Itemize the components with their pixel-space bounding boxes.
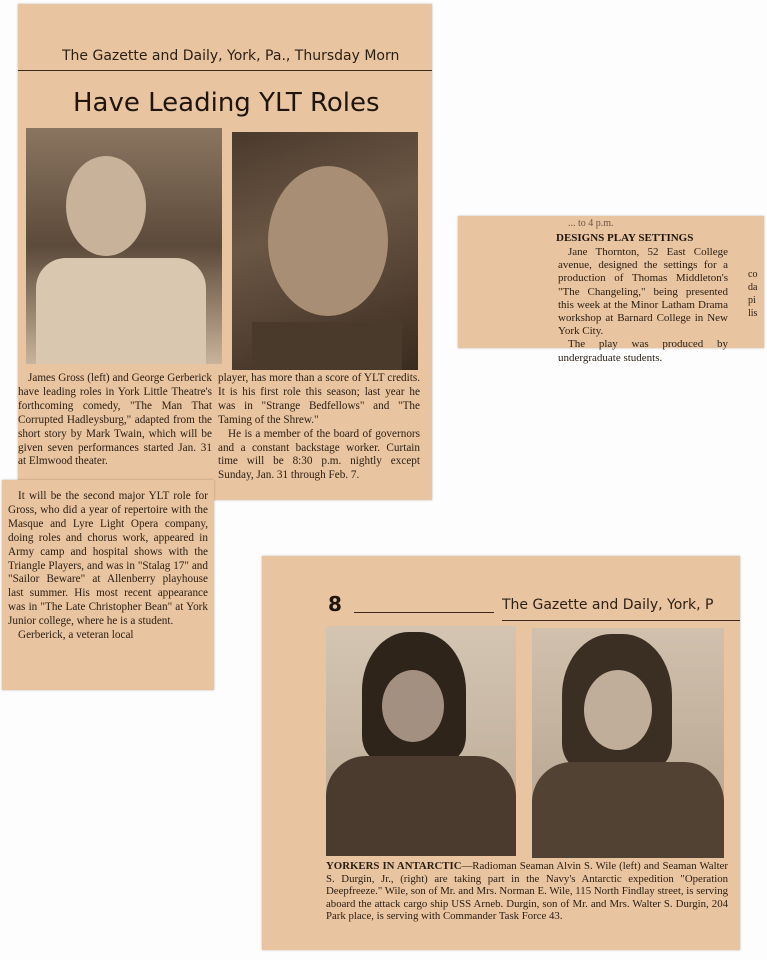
paragraph: James Gross (left) and George Gerberick have leading roles in York Little Theatre's forthcoming comedy, "The Man That Corrupted Hadleysburg," adapted from the short story by Mark Twain, which will be given seven performances started Jan. 31 at Elmwood theater.: [18, 372, 212, 468]
photo-alvin-wile: [326, 626, 516, 856]
caption-lead: YORKERS IN ANTARCTIC: [326, 860, 462, 872]
paragraph: The play was produced by undergraduate students.: [558, 338, 728, 364]
portrait-face: [268, 166, 388, 316]
parka-body: [326, 756, 516, 856]
clipping-ylt-continued: [2, 480, 214, 690]
edge-fragment: co da pi lis: [748, 269, 758, 319]
section-heading: DESIGNS PLAY SETTINGS: [556, 232, 694, 244]
portrait-face: [584, 670, 652, 750]
paragraph: It will be the second major YLT role for Gross, who did a year of repertoire with the Masque and Lyre Light Opera company, doing roles and chorus work, appeared in Army camp and hospital shows with the Triangle Players, and was in "Stalag 17" and "Sailor Beware" at Allenberry playhouse last summer. His most recent appearance was in "The Late Christopher Bean" at York Junior college, where he is a student.: [8, 490, 208, 628]
photo-walter-durgin: [532, 628, 724, 858]
photo-caption: [326, 860, 728, 923]
clipping-ylt-article: [18, 4, 432, 500]
masthead: The Gazette and Daily, York, Pa., Thursday Morn: [62, 48, 400, 64]
article-col1: [18, 372, 212, 469]
clipping-yorkers-antarctic: [262, 556, 740, 950]
masthead-rule: [354, 612, 494, 613]
paragraph: Jane Thornton, 52 East College avenue, designed the settings for a production of Thomas Middleton's "The Changeling," being presented this week at the Minor Latham Drama workshop at Barnard College in New York City.: [558, 246, 728, 338]
caption-text: —Radioman Seaman Alvin S. Wile (left) and Seaman Walter S. Durgin, Jr., (right) are taking part in the Navy's Antarctic expedition "Operation Deepfreeze." Wile, son of Mr. and Mrs. Norman E. Wile, 115 North Findlay street, is serving aboard the attack cargo ship USS Arneb. Durgin, son of Mr. and Mrs. Walter S. Durgin, 204 Park place, is serving with Commander Task Force 43.: [326, 860, 728, 923]
photo-george-gerberick: [232, 132, 418, 370]
photo-james-gross: [26, 128, 222, 364]
settings-text: [558, 246, 728, 365]
portrait-face: [382, 670, 444, 742]
paragraph: player, has more than a score of YLT credits. It is his first role this season; last year he was in "Strange Bedfellows" and "The Taming of the Shrew.": [218, 372, 420, 426]
paragraph: Gerberick, a veteran local: [18, 629, 134, 642]
portrait-shirt: [36, 258, 206, 364]
article-col1-continued: [8, 490, 208, 643]
article-col2: [218, 372, 420, 483]
masthead-underline: [502, 620, 740, 621]
portrait-face: [66, 156, 146, 256]
parka-body: [532, 762, 724, 858]
page-number: 8: [328, 592, 342, 616]
headline: Have Leading YLT Roles: [73, 88, 380, 118]
clipping-designs-play-settings: [458, 216, 764, 364]
masthead: The Gazette and Daily, York, P: [502, 597, 714, 613]
masthead-rule: [18, 70, 432, 71]
top-fragment: ... to 4 p.m.: [568, 218, 614, 229]
portrait-collar: [252, 322, 402, 370]
paragraph: He is a member of the board of governors and a constant backstage worker. Curtain time will be 8:30 p.m. nightly except Sunday, Jan. 31 through Feb. 7.: [218, 427, 420, 482]
